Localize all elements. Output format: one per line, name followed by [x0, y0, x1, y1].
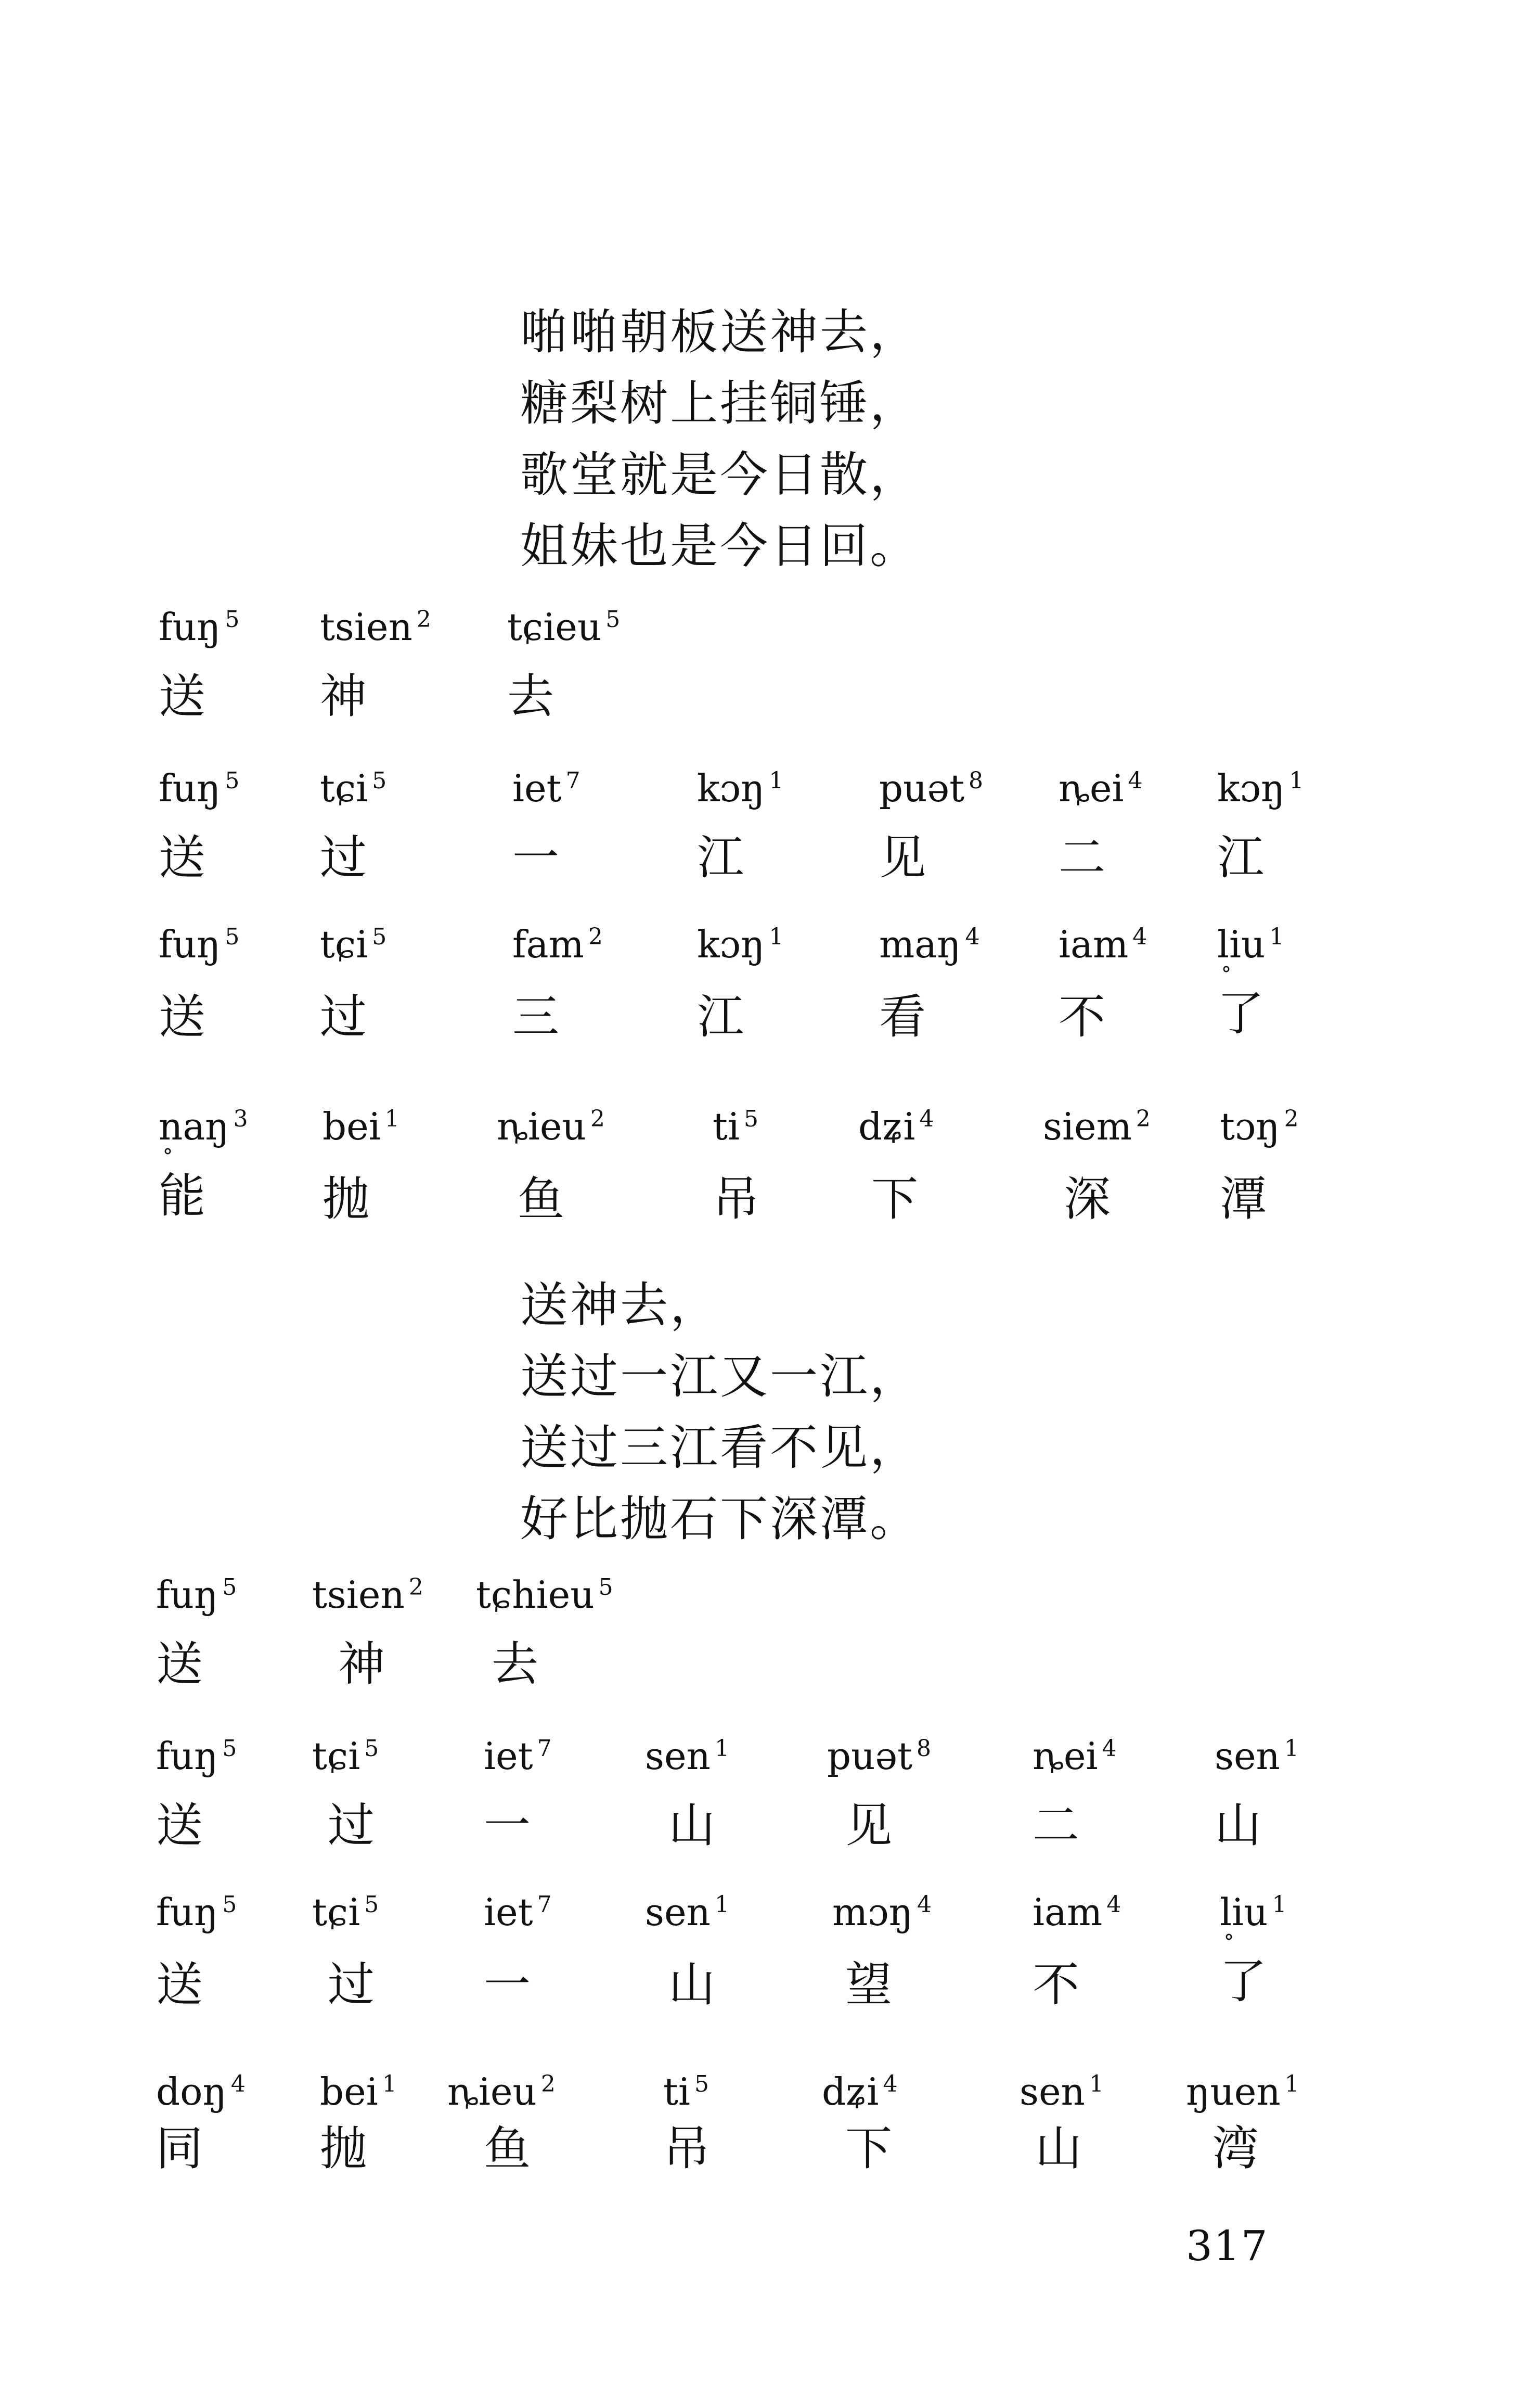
- romanization: ȵieu $^2$: [447, 2070, 556, 2114]
- tone-number: 5: [222, 1574, 237, 1600]
- hanzi: 送: [159, 990, 205, 1044]
- hanzi: 过: [328, 1957, 375, 2012]
- hanzi: 鱼: [484, 2121, 531, 2176]
- gloss-cell: [159, 921, 346, 1046]
- gloss-cell: [1043, 1103, 1230, 1228]
- tone-number: 4: [883, 2071, 898, 2097]
- tone-number: 4: [1128, 767, 1143, 794]
- gloss-cell: [159, 604, 346, 725]
- hanzi: 看: [879, 990, 926, 1044]
- gloss-cell: [1033, 1733, 1220, 1854]
- gloss-cell: [320, 765, 507, 887]
- hanzi: 见: [845, 1798, 892, 1853]
- gloss-cell: [697, 765, 884, 887]
- gloss-cell: [512, 921, 700, 1046]
- hanzi: 望: [845, 1957, 892, 2012]
- gloss-cell: [512, 765, 700, 887]
- gloss-cell: [156, 2068, 343, 2178]
- tone-number: 5: [222, 1891, 237, 1918]
- tone-number: 7: [537, 1735, 552, 1762]
- tone-number: 1: [769, 924, 784, 950]
- tone-number: 4: [917, 1891, 932, 1918]
- gloss-cell: [879, 921, 1066, 1046]
- romanization: liu $^1$: [1217, 923, 1284, 966]
- hanzi: 送: [156, 1957, 203, 2012]
- gloss-cell: [1215, 1733, 1402, 1854]
- romanization: sen $^1$: [645, 1890, 729, 1934]
- gloss-cell: [645, 1733, 832, 1854]
- romanization: puət $^8$: [879, 766, 984, 810]
- hanzi: 鱼: [518, 1172, 564, 1226]
- hanzi: 山: [1215, 1798, 1261, 1853]
- gloss-row: [0, 2068, 1535, 2224]
- hanzi: 一: [484, 1957, 531, 2012]
- hanzi: 抛: [320, 2121, 367, 2176]
- hanzi: 下: [871, 1172, 918, 1226]
- gloss-row: [0, 1103, 1535, 1259]
- verse-line: 歌堂就是今日散，: [520, 447, 920, 503]
- hanzi: 过: [328, 1798, 375, 1853]
- gloss-cell: [484, 1889, 671, 2014]
- romanization: ti $^5$: [663, 2070, 709, 2114]
- hanzi: 江: [1217, 830, 1264, 885]
- circle-mark: °: [163, 1145, 173, 1168]
- tone-number: 8: [917, 1735, 932, 1762]
- tone-number: 2: [540, 2071, 556, 2097]
- hanzi: 湾: [1212, 2121, 1259, 2176]
- tone-number: 5: [225, 924, 240, 950]
- romanization: ŋuen $^1$: [1186, 2070, 1299, 2114]
- romanization: fam $^2$: [512, 923, 603, 966]
- tone-number: 7: [537, 1891, 552, 1918]
- verse-line: 糖梨树上挂铜锤，: [520, 376, 920, 431]
- romanization: iet $^7$: [484, 1734, 552, 1778]
- gloss-cell: [476, 1571, 663, 1693]
- gloss-cell: [312, 1889, 499, 2014]
- tone-number: 5: [694, 2071, 709, 2097]
- tone-number: 5: [743, 1106, 758, 1132]
- romanization: ȵei $^4$: [1033, 1734, 1117, 1778]
- romanization: fuŋ $^5$: [159, 766, 240, 810]
- tone-number: 8: [969, 767, 984, 794]
- romanization: puət $^8$: [827, 1734, 932, 1778]
- hanzi: 神: [338, 1637, 385, 1692]
- romanization: mɔŋ $^4$: [832, 1890, 932, 1934]
- gloss-cell: [497, 1103, 684, 1228]
- romanization: fuŋ $^5$: [156, 1734, 237, 1778]
- gloss-cell: [484, 1733, 671, 1854]
- romanization: ȵei $^4$: [1059, 766, 1143, 810]
- hanzi: 吊: [713, 1172, 759, 1226]
- verse-line: 好比抛石下深潭。: [520, 1491, 920, 1547]
- romanization: ti $^5$: [713, 1105, 758, 1148]
- tone-number: 2: [416, 606, 431, 633]
- romanization: siem $^2$: [1043, 1105, 1151, 1148]
- tone-number: 1: [382, 2071, 397, 2097]
- hanzi: 送: [159, 830, 205, 885]
- romanization: iet $^7$: [484, 1890, 552, 1934]
- romanization: bei $^1$: [323, 1105, 399, 1148]
- verse-block: [520, 1270, 920, 1555]
- hanzi: 山: [668, 1798, 715, 1853]
- gloss-cell: [1020, 2068, 1207, 2178]
- gloss-cell: [320, 921, 507, 1046]
- verse-block: [520, 297, 920, 582]
- tone-number: 1: [1269, 924, 1284, 950]
- hanzi: 江: [697, 830, 744, 885]
- hanzi: 去: [507, 669, 554, 724]
- gloss-row: [0, 921, 1535, 1077]
- gloss-cell: [312, 1571, 499, 1693]
- hanzi: 三: [512, 990, 559, 1044]
- tone-number: 5: [372, 767, 387, 794]
- hanzi: 二: [1059, 830, 1105, 885]
- hanzi: 过: [320, 990, 367, 1044]
- hanzi: 送: [159, 669, 205, 724]
- romanization: tɕi $^5$: [312, 1734, 379, 1778]
- gloss-cell: [323, 1103, 510, 1228]
- tone-number: 1: [714, 1735, 729, 1762]
- gloss-cell: [879, 765, 1066, 887]
- gloss-row: [0, 1571, 1535, 1727]
- romanization: naŋ $^3$: [159, 1105, 248, 1148]
- hanzi: 深: [1064, 1172, 1111, 1226]
- romanization: tsien $^2$: [320, 605, 431, 649]
- hanzi: 去: [492, 1637, 538, 1692]
- gloss-row: [0, 765, 1535, 921]
- romanization: sen $^1$: [1020, 2070, 1104, 2114]
- romanization: tɕieu $^5$: [507, 605, 621, 649]
- romanization: iet $^7$: [512, 766, 581, 810]
- hanzi: 山: [1035, 2121, 1082, 2176]
- gloss-cell: [858, 1103, 1046, 1228]
- gloss-cell: [1220, 1889, 1407, 2010]
- romanization: tɔŋ $^2$: [1220, 1105, 1299, 1148]
- tone-number: 1: [1284, 2071, 1299, 2097]
- romanization: sen $^1$: [645, 1734, 729, 1778]
- gloss-cell: [159, 1103, 346, 1225]
- hanzi: 抛: [323, 1172, 369, 1226]
- gloss-cell: [312, 1733, 499, 1854]
- tone-number: 5: [364, 1735, 379, 1762]
- tone-number: 7: [565, 767, 581, 794]
- circle-mark: °: [1221, 963, 1231, 985]
- hanzi: 吊: [663, 2121, 710, 2176]
- romanization: kɔŋ $^1$: [697, 766, 784, 810]
- romanization: fuŋ $^5$: [159, 605, 240, 649]
- romanization: tɕi $^5$: [320, 766, 387, 810]
- circle-mark: °: [1224, 1930, 1234, 1953]
- hanzi: 送: [156, 1637, 203, 1692]
- gloss-cell: [320, 604, 507, 725]
- tone-number: 1: [1272, 1891, 1287, 1918]
- romanization: kɔŋ $^1$: [697, 923, 784, 966]
- romanization: bei $^1$: [320, 2070, 397, 2114]
- romanization: ȵieu $^2$: [497, 1105, 605, 1148]
- tone-number: 1: [714, 1891, 729, 1918]
- tone-number: 4: [230, 2071, 246, 2097]
- hanzi: 不: [1059, 990, 1105, 1044]
- romanization: tɕi $^5$: [320, 923, 387, 966]
- romanization: iam $^4$: [1059, 923, 1147, 966]
- hanzi: 同: [156, 2121, 203, 2176]
- gloss-cell: [507, 604, 694, 725]
- romanization: tɕi $^5$: [312, 1890, 379, 1934]
- hanzi: 过: [320, 830, 367, 885]
- tone-number: 4: [1132, 924, 1147, 950]
- tone-number: 5: [598, 1574, 613, 1600]
- tone-number: 2: [588, 924, 603, 950]
- romanization: doŋ $^4$: [156, 2070, 246, 2114]
- tone-number: 1: [769, 767, 784, 794]
- gloss-cell: [159, 765, 346, 887]
- romanization: dʑi $^4$: [822, 2070, 898, 2114]
- romanization: iam $^4$: [1033, 1890, 1121, 1934]
- gloss-cell: [832, 1889, 1020, 2014]
- hanzi: 山: [668, 1957, 715, 2012]
- gloss-cell: [447, 2068, 635, 2178]
- romanization: liu $^1$: [1220, 1890, 1287, 1934]
- verse-line: 送过一江又一江，: [520, 1349, 920, 1404]
- romanization: tsien $^2$: [312, 1573, 423, 1617]
- tone-number: 4: [919, 1106, 934, 1132]
- page-number: 317: [1186, 2222, 1269, 2270]
- tone-number: 2: [590, 1106, 605, 1132]
- hanzi: 下: [845, 2121, 892, 2176]
- romanization: fuŋ $^5$: [156, 1573, 237, 1617]
- verse-line: 啪啪朝板送神去，: [520, 304, 920, 360]
- tone-number: 2: [408, 1574, 423, 1600]
- romanization: kɔŋ $^1$: [1217, 766, 1304, 810]
- hanzi: 潭: [1220, 1172, 1267, 1226]
- hanzi: 江: [697, 990, 744, 1044]
- tone-number: 3: [233, 1106, 248, 1132]
- tone-number: 1: [1089, 2071, 1104, 2097]
- gloss-row: [0, 604, 1535, 760]
- tone-number: 5: [605, 606, 621, 633]
- tone-number: 4: [1102, 1735, 1117, 1762]
- tone-number: 4: [1106, 1891, 1121, 1918]
- romanization: sen $^1$: [1215, 1734, 1299, 1778]
- gloss-cell: [822, 2068, 1009, 2178]
- tone-number: 5: [372, 924, 387, 950]
- hanzi: 了: [1220, 1954, 1267, 2009]
- romanization: fuŋ $^5$: [156, 1890, 237, 1934]
- tone-number: 5: [364, 1891, 379, 1918]
- tone-number: 2: [1136, 1106, 1151, 1132]
- hanzi: 一: [484, 1798, 531, 1853]
- hanzi: 送: [156, 1798, 203, 1853]
- verse-line: 送过三江看不见，: [520, 1420, 920, 1476]
- gloss-cell: [827, 1733, 1014, 1854]
- tone-number: 2: [1284, 1106, 1299, 1132]
- tone-number: 1: [384, 1106, 399, 1132]
- hanzi: 了: [1217, 987, 1264, 1041]
- gloss-cell: [645, 1889, 832, 2014]
- tone-number: 1: [1284, 1735, 1299, 1762]
- hanzi: 神: [320, 669, 367, 724]
- verse-line: 送神去，: [520, 1277, 720, 1333]
- verse-line: 姐妹也是今日回。: [520, 518, 920, 574]
- gloss-cell: [1217, 921, 1404, 1043]
- gloss-cell: [697, 921, 884, 1046]
- hanzi: 见: [879, 830, 926, 885]
- tone-number: 5: [225, 606, 240, 633]
- romanization: fuŋ $^5$: [159, 923, 240, 966]
- tone-number: 1: [1289, 767, 1304, 794]
- hanzi: 不: [1033, 1957, 1079, 2012]
- gloss-row: [0, 1733, 1535, 1889]
- romanization: tɕhieu $^5$: [476, 1573, 613, 1617]
- gloss-cell: [1217, 765, 1404, 887]
- gloss-cell: [1033, 1889, 1220, 2014]
- gloss-row: [0, 1889, 1535, 2045]
- hanzi: 能: [159, 1169, 205, 1223]
- gloss-cell: [1186, 2068, 1373, 2178]
- tone-number: 5: [225, 767, 240, 794]
- tone-number: 5: [222, 1735, 237, 1762]
- gloss-cell: [1220, 1103, 1407, 1228]
- hanzi: 一: [512, 830, 559, 885]
- romanization: maŋ $^4$: [879, 923, 980, 966]
- tone-number: 4: [965, 924, 980, 950]
- hanzi: 二: [1033, 1798, 1079, 1853]
- romanization: dʑi $^4$: [858, 1105, 934, 1148]
